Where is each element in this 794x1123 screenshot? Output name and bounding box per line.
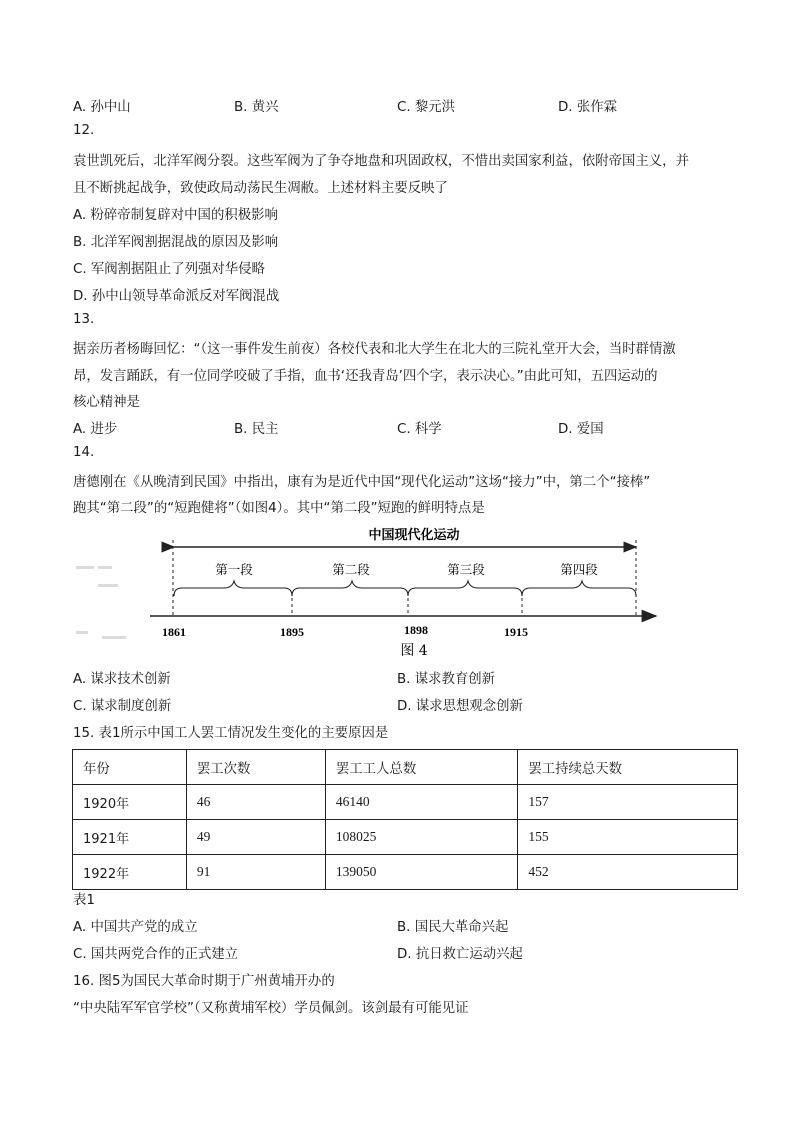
- q14-number: 14.: [73, 445, 95, 460]
- q12-number: 12.: [73, 123, 95, 138]
- segment-3-label: 第三段: [447, 562, 485, 577]
- faded-scan-marks: [76, 566, 126, 639]
- q11-option-c: C. 黎元洪: [397, 100, 456, 115]
- table-cell: 46: [186, 785, 325, 820]
- table-header-row: [73, 750, 738, 785]
- q11-option-b: B. 黄兴: [234, 100, 279, 115]
- year-1861: 1861: [162, 625, 186, 639]
- table-header: 年份: [73, 750, 187, 785]
- q11-option-a: A. 孙中山: [73, 100, 131, 115]
- q15-option-d: D. 抗日救亡运动兴起: [397, 947, 523, 962]
- table-cell: 1921年: [73, 820, 187, 855]
- q13-stem-line-3: 核心精神是: [73, 395, 140, 410]
- figure-4-timeline: [74, 526, 668, 664]
- figure-caption: 图 4: [400, 643, 428, 659]
- q13-option-b: B. 民主: [234, 422, 279, 437]
- table-header: 罢工工人总数: [325, 750, 517, 785]
- table-row: [73, 855, 738, 890]
- q15-option-c: C. 国共两党合作的正式建立: [73, 947, 239, 962]
- q14-stem-line-1: 唐德刚在《从晚清到民国》中指出，康有为是近代中国“现代化运动”这场“接力”中，第二个“接棒”: [73, 475, 651, 490]
- figure-title: 中国现代化运动: [368, 528, 460, 543]
- table-cell: 139050: [325, 855, 517, 890]
- segment-2-label: 第二段: [332, 562, 370, 577]
- table-cell: 49: [186, 820, 325, 855]
- q13-option-a: A. 进步: [73, 422, 118, 437]
- q12-option-d: D. 孙中山领导革命派反对军阀混战: [73, 289, 280, 304]
- q12-stem-line-2: 且不断挑起战争，致使政局动荡民生凋敝。上述材料主要反映了: [73, 181, 448, 196]
- table-cell: 452: [518, 855, 738, 890]
- q14-option-c: C. 谋求制度创新: [73, 699, 172, 714]
- year-1898: 1898: [404, 623, 428, 637]
- q14-option-a: A. 谋求技术创新: [73, 672, 171, 687]
- year-1895: 1895: [280, 625, 304, 639]
- segment-1-label: 第一段: [215, 562, 253, 577]
- table-cell: 155: [518, 820, 738, 855]
- q14-stem-line-2: 跑其“第二段”的“短跑健将”（如图4）。其中“第二段”短跑的鲜明特点是: [73, 501, 485, 516]
- year-1915: 1915: [504, 625, 528, 639]
- q13-number: 13.: [73, 312, 95, 327]
- q13-stem-line-1: 据亲历者杨晦回忆：“（这一事件发生前夜）各校代表和北大学生在北大的三院礼堂开大会，当时群情激: [73, 342, 676, 357]
- table-cell: 1922年: [73, 855, 187, 890]
- q15-option-a: A. 中国共产党的成立: [73, 920, 198, 935]
- table-row: [73, 785, 738, 820]
- q15-option-b: B. 国民大革命兴起: [397, 920, 509, 935]
- strike-table: [72, 749, 738, 890]
- segment-4-label: 第四段: [560, 562, 598, 577]
- q13-option-c: C. 科学: [397, 422, 442, 437]
- q12-option-b: B. 北洋军阀割据混战的原因及影响: [73, 235, 279, 250]
- q12-stem-line-1: 袁世凯死后，北洋军阀分裂。这些军阀为了争夺地盘和巩固政权，不惜出卖国家利益，依附帝国主义，并: [73, 154, 689, 169]
- q12-option-a: A. 粉碎帝制复辟对中国的积极影响: [73, 208, 278, 223]
- table-row: [73, 820, 738, 855]
- q15-stem: 15. 表1所示中国工人罢工情况发生变化的主要原因是: [73, 726, 389, 741]
- table-header: 罢工持续总天数: [518, 750, 738, 785]
- q13-option-d: D. 爱国: [558, 422, 604, 437]
- table-cell: 108025: [325, 820, 517, 855]
- q12-option-c: C. 军阀割据阻止了列强对华侵略: [73, 262, 265, 277]
- table-caption: 表1: [73, 893, 95, 908]
- q13-stem-line-2: 昂，发言踊跃，有一位同学咬破了手指，血书‘还我青岛’四个字，表示决心。”由此可知，五四运动的: [73, 369, 658, 384]
- table-cell: 1920年: [73, 785, 187, 820]
- table-cell: 46140: [325, 785, 517, 820]
- q14-option-d: D. 谋求思想观念创新: [397, 699, 523, 714]
- q16-stem-line-2: “中央陆军军官学校”（又称黄埔军校）学员佩剑。该剑最有可能见证: [73, 1001, 469, 1016]
- q11-option-d: D. 张作霖: [558, 100, 617, 115]
- q14-option-b: B. 谋求教育创新: [397, 672, 496, 687]
- table-cell: 91: [186, 855, 325, 890]
- q16-stem-line-1: 16. 图5为国民大革命时期于广州黄埔开办的: [73, 974, 335, 989]
- table-cell: 157: [518, 785, 738, 820]
- segment-braces: [174, 581, 636, 596]
- table-header: 罢工次数: [186, 750, 325, 785]
